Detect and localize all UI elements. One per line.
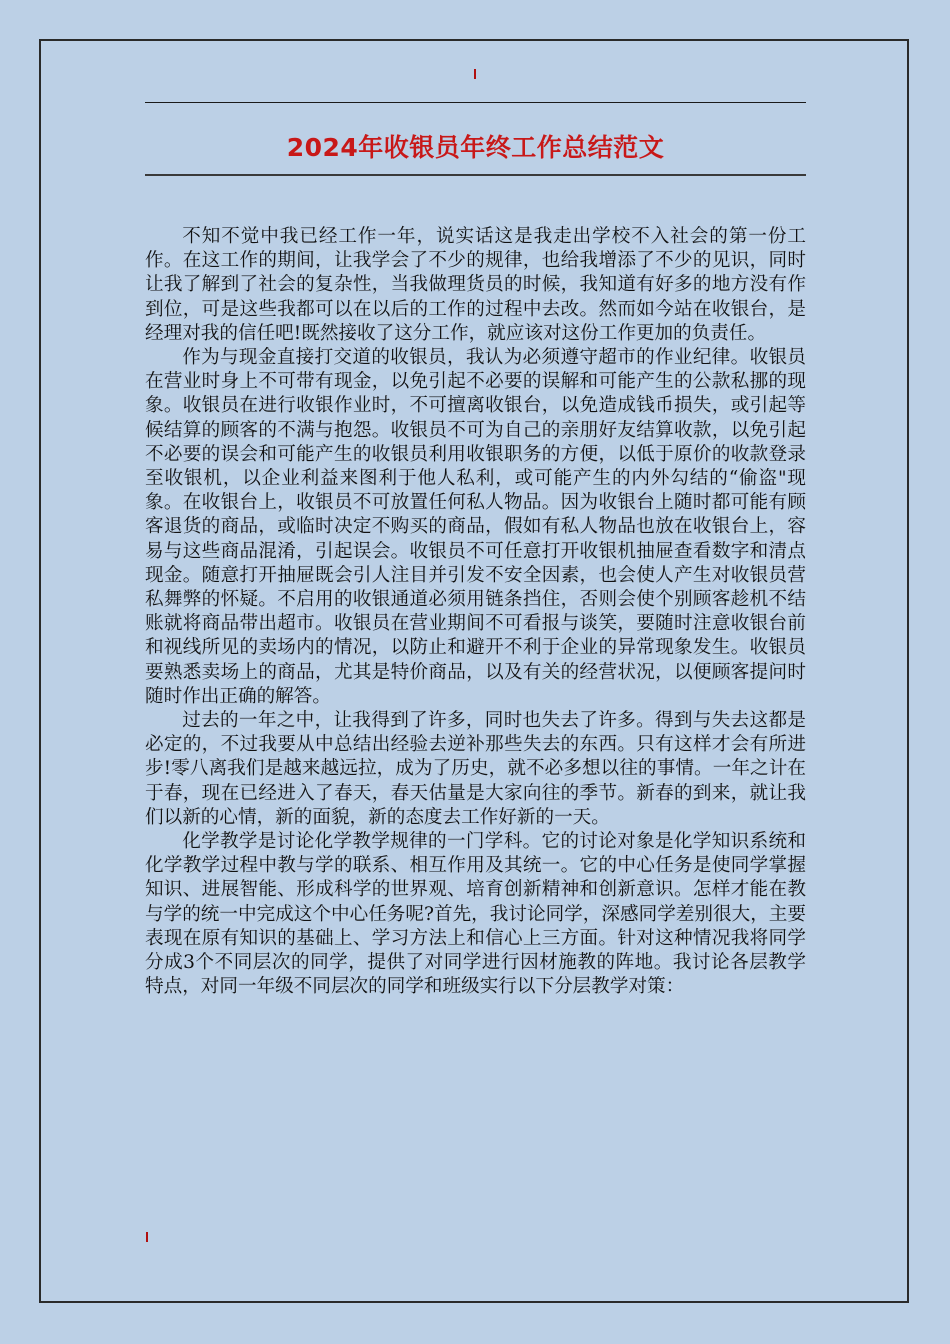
paragraph-2: 作为与现金直接打交道的收银员，我认为必须遵守超市的作业纪律。收银员在营业时身上不可带有现金，以免引起不必要的误解和可能产生的公款私挪的现象。收银员在进行收银作业时，不可擅离收银台，以免造成钱币损失，或引起等候结算的顾客的不满与抱怨。收银员不可为自己的亲朋好友结算收款，以免引起不必要的误会和可能产生的收银员利用收银职务的方便，以低于原价的收款登录至收银机，以企业利益来图利于他人私利，或可能产生的内外勾结的“偷盗"现象。在收银台上，收银员不可放置任何私人物品。因为收银台上随时都可能有顾客退货的商品，或临时决定不购买的商品，假如有私人物品也放在收银台上，容易与这些商品混淆，引起误会。收银员不可任意打开收银机抽屉查看数字和清点现金。随意打开抽屉既会引人注目并引发不安全因素，也会使人产生对收银员营私舞弊的怀疑。不启用的收银通道必须用链条挡住，否则会使个别顾客趁机不结账就将商品带出超市。收银员在营业期间不可看报与谈笑，要随时注意收银台前和视线所见的卖场内的情况，以防止和避开不利于企业的异常现象发生。收银员要熟悉卖场上的商品，尤其是特价商品，以及有关的经营状况，以便顾客提问时随时作出正确的解答。 [145, 347, 806, 707]
footer-margin-mark [146, 1232, 148, 1242]
header-margin-mark [474, 69, 476, 79]
title-rule [145, 174, 806, 176]
document-title: 2024年收银员年终工作总结范文 [286, 133, 665, 162]
paragraph-3: 过去的一年之中，让我得到了许多，同时也失去了许多。得到与失去这都是必定的，不过我要从中总结出经验去逆补那些失去的东西。只有这样才会有所进步!零八离我们是越来越远拉，成为了历史，就不必多想以往的事情。一年之计在于春，现在已经进入了春天，春天估量是大家向往的季节。新春的到来，就让我们以新的心情，新的面貌，新的态度去工作好新的一天。 [145, 710, 806, 828]
header-rule [145, 102, 806, 103]
paragraph-4: 化学教学是讨论化学教学规律的一门学科。它的讨论对象是化学知识系统和化学教学过程中教与学的联系、相互作用及其统一。它的中心任务是使同学掌握知识、进展智能、形成科学的世界观、培育创新精神和创新意识。怎样才能在教与学的统一中完成这个中心任务呢?首先，我讨论同学，深感同学差别很大，主要表现在原有知识的基础上、学习方法上和信心上三方面。针对这种情况我将同学分成3个不同层次的同学，提供了对同学进行因材施教的阵地。我讨论各层教学特点，对同一年级不同层次的同学和班级实行以下分层教学对策： [145, 831, 806, 998]
document-body [145, 225, 806, 1000]
paragraph-1: 不知不觉中我已经工作一年，说实话这是我走出学校不入社会的第一份工作。在这工作的期间，让我学会了不少的规律，也给我增添了不少的见识，同时让我了解到了社会的复杂性，当我做理货员的时候，我知道有好多的地方没有作到位，可是这些我都可以在以后的工作的过程中去改。然而如今站在收银台，是经理对我的信任吧!既然接收了这分工作，就应该对这份工作更加的负责任。 [145, 226, 806, 344]
